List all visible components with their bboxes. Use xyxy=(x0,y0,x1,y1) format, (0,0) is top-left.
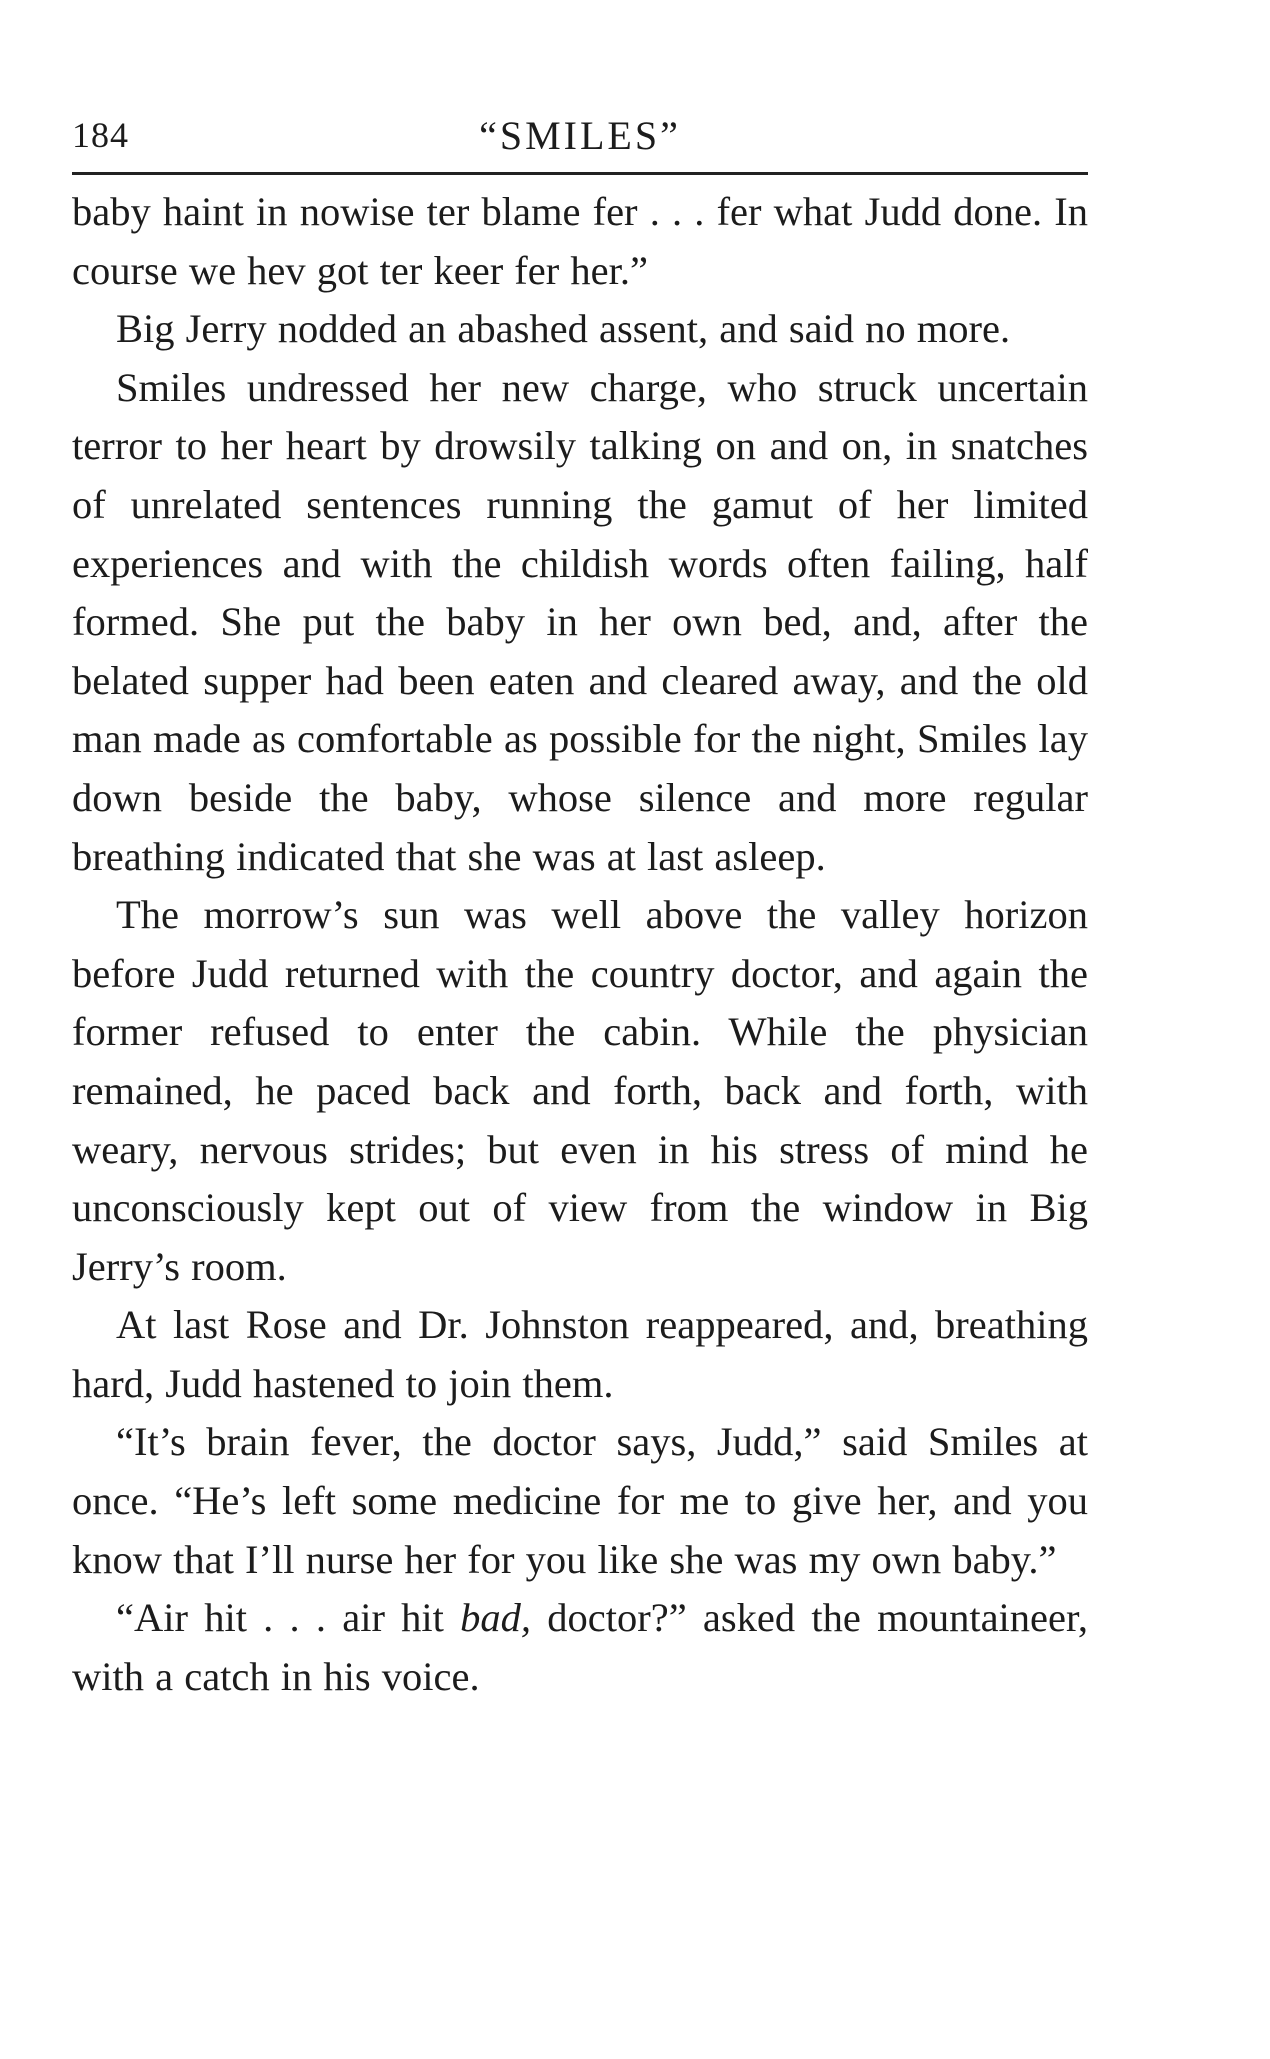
paragraph: The morrow’s sun was well above the valley horizon before Judd returned with the country doctor, and again the former refused to enter the cabin. While the physician remained, he paced back and forth, back and forth, with weary, nervous strides; but even in his stress of mind he unconsciously kept out of view from the window in Big Jerry’s room. xyxy=(72,892,1088,1289)
last-paragraph-start: “Air hit . . . air hit xyxy=(116,1595,461,1641)
page-header xyxy=(72,108,1088,175)
running-head-title: “SMILES” xyxy=(479,113,681,158)
paragraph: Big Jerry nodded an abashed assent, and said no more. xyxy=(116,306,1011,352)
paragraph: Smiles undressed her new charge, who struck uncertain terror to her heart by drowsily talking on and on, in snatches of unrelated sentences running the gamut of her limited experiences and with the childish words often failing, half formed. She put the baby in her own bed, and, after the belated supper had been eaten and cleared away, and the old man made as comfortable as possible for the night, Smiles lay down beside the baby, whose silence and more regular breathing indicated that she was at last asleep. xyxy=(72,364,1088,879)
body-text xyxy=(72,183,1088,1706)
paragraph: “It’s brain fever, the doctor says, Judd,” said Smiles at once. “He’s left some medicine for me to give her, and you know that I’ll nurse her for you like she was my own baby.” xyxy=(72,1419,1088,1582)
paragraph-continued: baby haint in nowise ter blame fer . . . fer what Judd done. In course we hev got ter keer fer her.” xyxy=(72,189,1088,293)
book-page xyxy=(72,108,1088,1706)
page-number: 184 xyxy=(72,115,129,155)
paragraph-last xyxy=(72,1589,1088,1706)
emphasis-text: bad, xyxy=(460,1595,532,1641)
last-paragraph-end: doctor?” asked the mountaineer, with a catch in his voice. xyxy=(72,1595,1088,1699)
paragraph: At last Rose and Dr. Johnston reappeared, and, breathing hard, Judd hastened to join them. xyxy=(72,1302,1088,1406)
